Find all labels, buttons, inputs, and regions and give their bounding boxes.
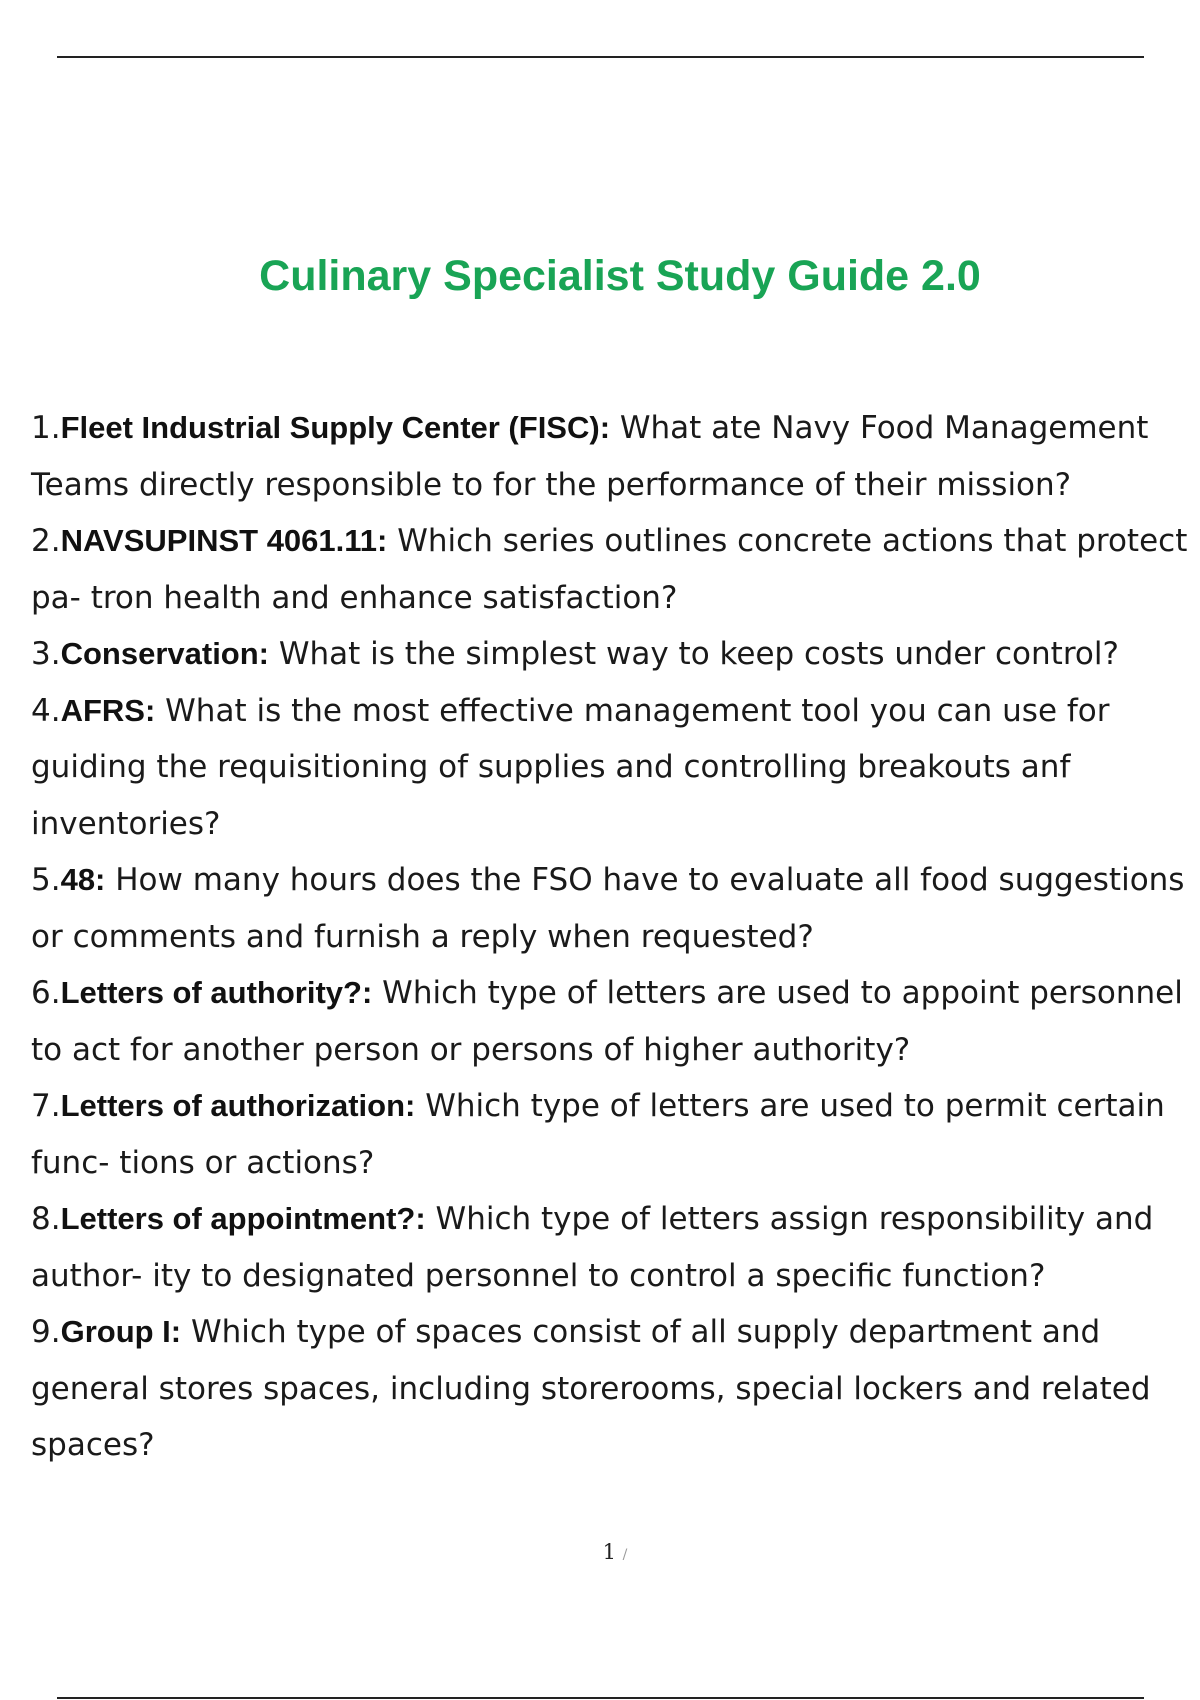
- answer-term: Fleet Industrial Supply Center (FISC):: [60, 410, 611, 445]
- question-text: Which type of letters are used to permit certain func- tions or actions?: [31, 1088, 1165, 1181]
- item-number: 6.: [31, 975, 61, 1011]
- question-text: What ate Navy Food Management Teams directly responsible to for the performance of their mission?: [31, 410, 1149, 503]
- question-item: [31, 1078, 1200, 1191]
- question-item: [31, 965, 1200, 1078]
- bottom-rule: [57, 1697, 1144, 1699]
- question-item: [31, 513, 1200, 626]
- item-number: 4.: [31, 692, 61, 729]
- question-item: [31, 626, 1200, 683]
- question-list: [31, 400, 1200, 1474]
- question-item: [31, 1191, 1200, 1304]
- answer-term: Letters of appointment?:: [60, 1201, 426, 1236]
- answer-term: AFRS:: [60, 692, 156, 728]
- question-item: [31, 400, 1200, 513]
- item-number: 3.: [31, 636, 61, 672]
- question-item: [31, 1304, 1200, 1474]
- item-number: 1.: [31, 410, 61, 446]
- answer-term: Letters of authorization:: [60, 1088, 416, 1123]
- item-number: 5.: [31, 862, 61, 898]
- question-text: Which type of spaces consist of all supply department and general stores spaces, including storerooms, special lockers and related spaces?: [31, 1314, 1151, 1463]
- question-text: What is the most effective management tool you can use for guiding the requisitioning of supplies and controlling breakouts anf inventories?: [31, 692, 1110, 842]
- item-number: 2.: [31, 523, 61, 559]
- document-title: Culinary Specialist Study Guide 2.0: [259, 252, 981, 300]
- page-separator: /: [622, 1547, 628, 1563]
- question-text: Which series outlines concrete actions that protect pa- tron health and enhance satisfaction?: [31, 523, 1188, 616]
- top-rule: [57, 56, 1144, 58]
- question-text: How many hours does the FSO have to evaluate all food suggestions or comments and furnish a reply when requested?: [31, 862, 1185, 955]
- item-number: 9.: [31, 1314, 61, 1350]
- question-item: [31, 852, 1200, 965]
- item-number: 7.: [31, 1088, 61, 1124]
- question-text: Which type of letters are used to appoint personnel to act for another person or persons of higher authority?: [31, 975, 1183, 1068]
- item-number: 8.: [31, 1201, 61, 1237]
- question-text: What is the simplest way to keep costs under control?: [278, 636, 1119, 672]
- answer-term: Letters of authority?:: [60, 975, 373, 1010]
- answer-term: Group I:: [60, 1314, 182, 1349]
- answer-term: Conservation:: [60, 636, 269, 671]
- answer-term: 48:: [60, 862, 106, 897]
- page-number-value: 1: [602, 1540, 616, 1564]
- question-text: Which type of letters assign responsibility and author- ity to designated personnel to control a specific function?: [31, 1201, 1154, 1294]
- answer-term: NAVSUPINST 4061.11:: [60, 523, 388, 558]
- page-number: [0, 1540, 1200, 1564]
- question-item: [31, 683, 1200, 853]
